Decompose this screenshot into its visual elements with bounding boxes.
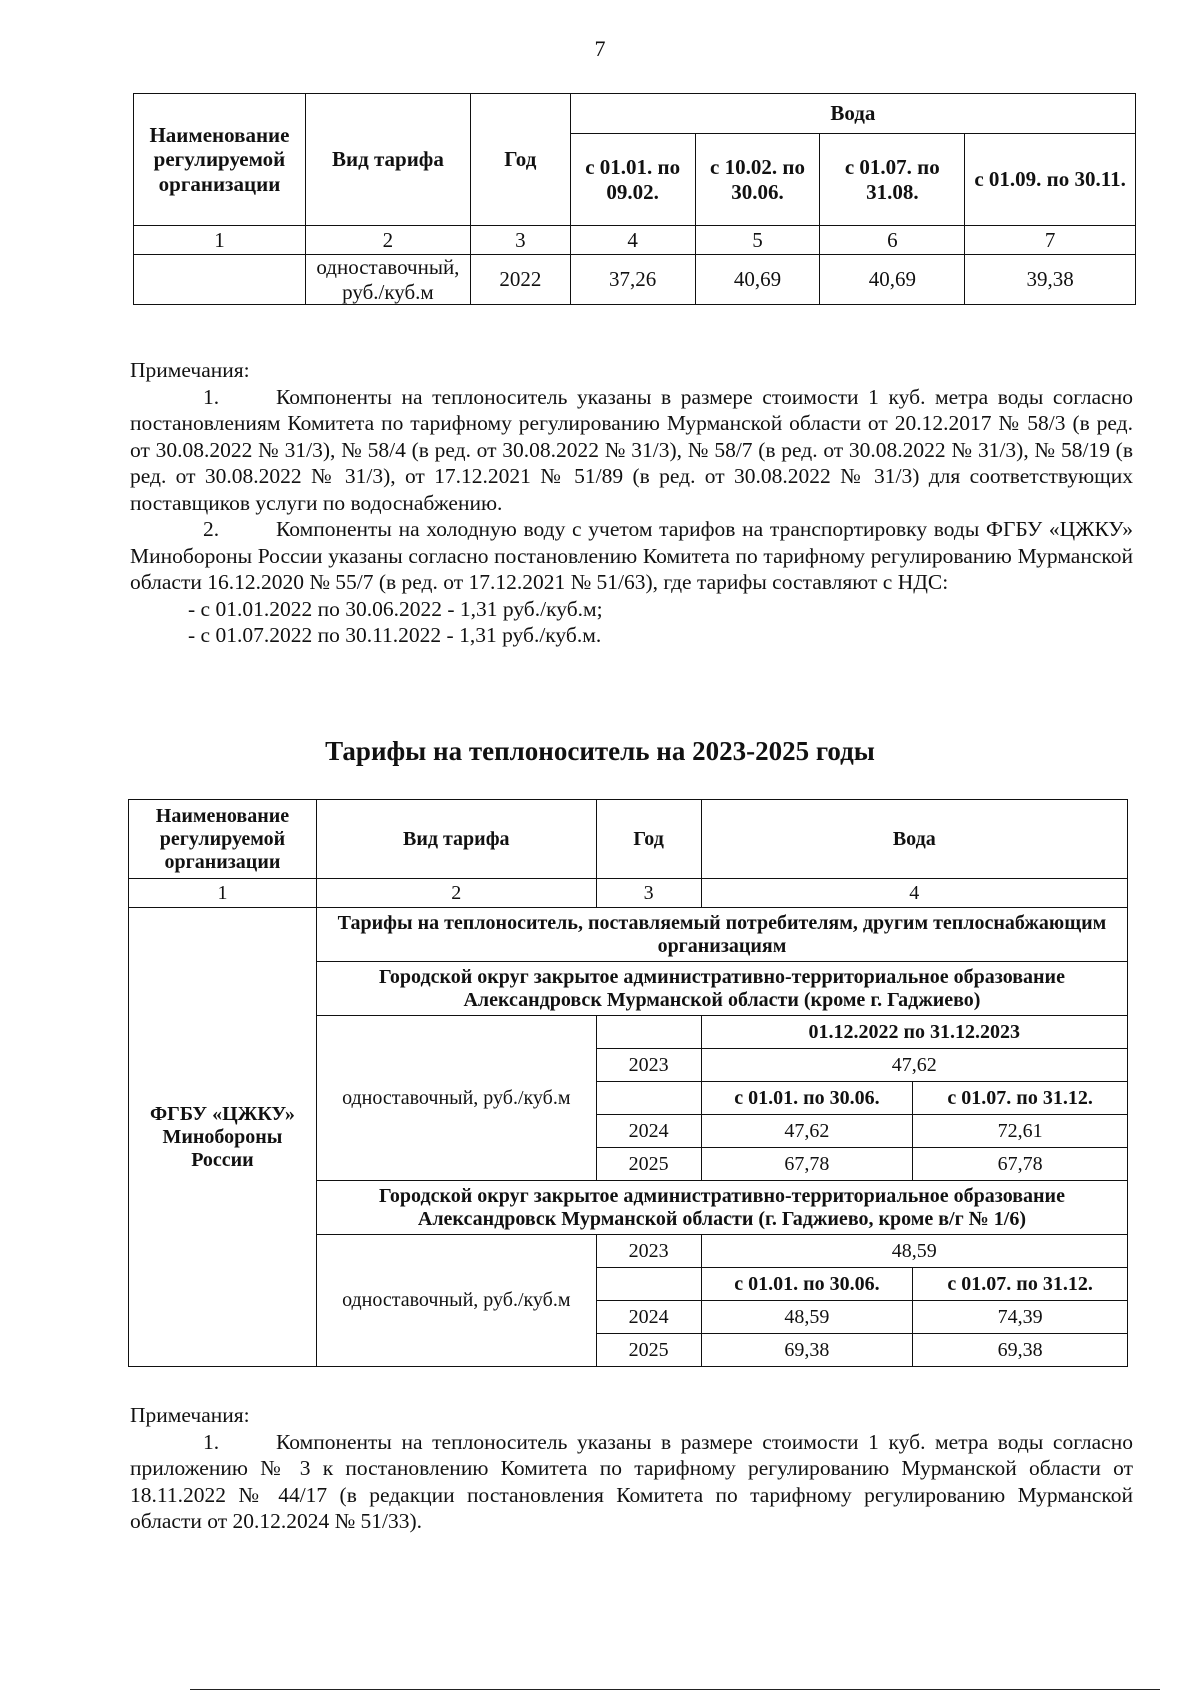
empty-cell <box>596 1082 701 1115</box>
territory-heading: Городской округ закрытое административно-территориальное образование Александровск Мурманской области (г. Гаджиево, кроме в/г № 1/6) <box>316 1181 1127 1235</box>
year-cell: 2023 <box>596 1235 701 1268</box>
header-year: Год <box>596 800 701 879</box>
tariff-table-2022 <box>133 93 1136 305</box>
col-number: 2 <box>305 226 470 255</box>
col-number: 2 <box>316 879 596 908</box>
value-cell: 69,38 <box>701 1334 913 1367</box>
note-number: 1. <box>203 1429 220 1454</box>
header-period: с 01.07. по 31.08. <box>820 134 965 226</box>
year-cell: 2025 <box>596 1148 701 1181</box>
note-list-item: - с 01.01.2022 по 30.06.2022 - 1,31 руб./куб.м; <box>188 596 603 621</box>
header-tariff-type: Вид тарифа <box>316 800 596 879</box>
empty-cell <box>596 1268 701 1301</box>
header-period: с 01.09. по 30.11. <box>965 134 1136 226</box>
period-label: с 01.01. по 30.06. <box>701 1268 913 1301</box>
note-item <box>130 1429 1133 1535</box>
year-cell: 2024 <box>596 1115 701 1148</box>
notes-heading: Примечания: <box>130 358 250 382</box>
tariff-type: одноставочный, руб./куб.м <box>316 1235 596 1367</box>
footer-rule <box>190 1689 1160 1690</box>
col-number: 4 <box>701 879 1127 908</box>
empty-cell <box>596 1016 701 1049</box>
notes-heading: Примечания: <box>130 1403 250 1427</box>
period-label: с 01.07. по 31.12. <box>913 1082 1128 1115</box>
header-year: Год <box>470 94 570 226</box>
row-org <box>134 255 306 305</box>
header-tariff-type: Вид тарифа <box>305 94 470 226</box>
col-number: 7 <box>965 226 1136 255</box>
period-label: с 01.07. по 31.12. <box>913 1268 1128 1301</box>
value-cell: 47,62 <box>701 1115 913 1148</box>
note-number: 2. <box>203 517 220 541</box>
header-org: Наименование регулируемой организации <box>129 800 317 879</box>
row-value: 40,69 <box>695 255 820 305</box>
notes-section-1 <box>130 357 1133 649</box>
col-number: 6 <box>820 226 965 255</box>
note-list-item: - с 01.07.2022 по 30.11.2022 - 1,31 руб./куб.м. <box>188 623 602 647</box>
col-number: 3 <box>596 879 701 908</box>
header-period: с 10.02. по 30.06. <box>695 134 820 226</box>
value-cell: 67,78 <box>913 1148 1128 1181</box>
header-org: Наименование регулируемой организации <box>134 94 306 226</box>
row-value: 39,38 <box>965 255 1136 305</box>
header-period: с 01.01. по 09.02. <box>570 134 695 226</box>
year-cell: 2025 <box>596 1334 701 1367</box>
value-cell: 69,38 <box>913 1334 1128 1367</box>
value-cell: 48,59 <box>701 1301 913 1334</box>
section-title: Тарифы на теплоноситель на 2023-2025 годы <box>325 736 875 766</box>
note-text: Компоненты на теплоноситель указаны в размере стоимости 1 куб. метра воды согласно приложению № 3 к постановлению Комитета по тарифному регулированию Мурманской области от 18.11.2022 № 44/17 (в редакции постановления Комитета по тарифному регулированию Мурманской области от 20.12.2024 № 51/33). <box>130 1429 1133 1533</box>
year-cell: 2024 <box>596 1301 701 1334</box>
note-text: Компоненты на теплоноситель указаны в размере стоимости 1 куб. метра воды согласно постановлениям Комитета по тарифному регулированию Мурманской области от 20.12.2017 № 58/3 (в ред. от 30.08.2022 № 31/3), № 58/4 (в ред. от 30.08.2022 № 31/3), № 58/7 (в ред. от 30.08.2022 № 31/3), № 58/19 (в ред. от 30.08.2022 № 31/3), от 17.12.2021 № 51/89 (в ред. от 30.08.2022 № 31/3) для соответствующих поставщиков услуги по водоснабжению. <box>130 384 1133 515</box>
value-cell: 47,62 <box>701 1049 1127 1082</box>
header-water: Вода <box>701 800 1127 879</box>
territory-heading: Городской округ закрытое административно-территориальное образование Александровск Мурманской области (кроме г. Гаджиево) <box>316 962 1127 1016</box>
value-cell: 72,61 <box>913 1115 1128 1148</box>
year-cell: 2023 <box>596 1049 701 1082</box>
note-item <box>130 516 1133 596</box>
value-cell: 48,59 <box>701 1235 1127 1268</box>
note-number: 1. <box>203 384 220 409</box>
tariff-type: одноставочный, руб./куб.м <box>316 1016 596 1181</box>
col-number: 3 <box>470 226 570 255</box>
value-cell: 67,78 <box>701 1148 913 1181</box>
period-label: с 01.01. по 30.06. <box>701 1082 913 1115</box>
period-label: 01.12.2022 по 31.12.2023 <box>701 1016 1127 1049</box>
note-text: Компоненты на холодную воду с учетом тарифов на транспортировку воды ФГБУ «ЦЖКУ» Минобороны России указаны согласно постановлению Комитета по тарифному регулированию Мурманской области 16.12.2020 № 55/7 (в ред. от 17.12.2021 № 51/63), где тарифы составляют с НДС: <box>130 517 1133 594</box>
row-value: 37,26 <box>570 255 695 305</box>
col-number: 4 <box>570 226 695 255</box>
notes-section-2 <box>130 1402 1133 1535</box>
col-number: 1 <box>129 879 317 908</box>
tariff-table-2023-2025 <box>128 799 1128 1367</box>
row-tariff-type: одноставочный, руб./куб.м <box>305 255 470 305</box>
col-number: 1 <box>134 226 306 255</box>
note-item <box>130 384 1133 517</box>
row-value: 40,69 <box>820 255 965 305</box>
row-year: 2022 <box>470 255 570 305</box>
page-number: 7 <box>594 36 606 61</box>
value-cell: 74,39 <box>913 1301 1128 1334</box>
org-name: ФГБУ «ЦЖКУ» Минобороны России <box>129 908 317 1367</box>
col-number: 5 <box>695 226 820 255</box>
header-water: Вода <box>570 94 1135 134</box>
subheader: Тарифы на теплоноситель, поставляемый потребителям, другим теплоснабжающим организациям <box>316 908 1127 962</box>
